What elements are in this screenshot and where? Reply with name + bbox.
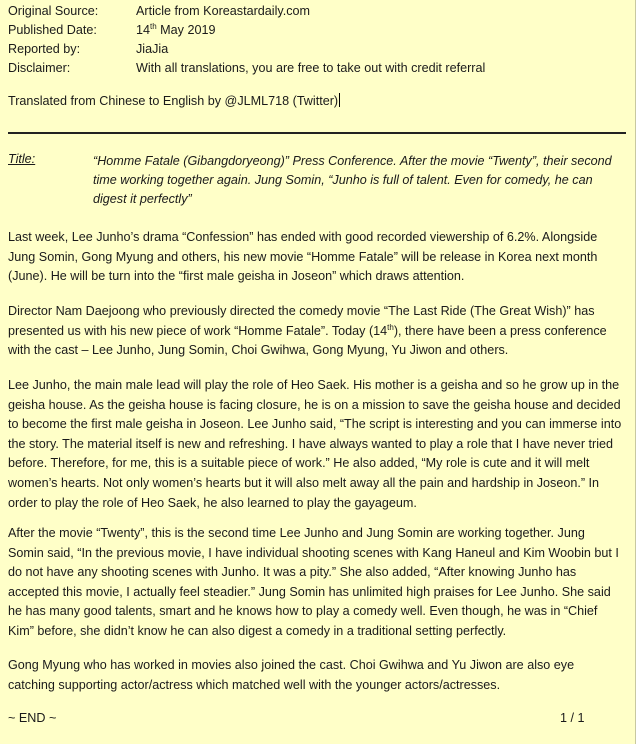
date-rest: May 2019 xyxy=(156,23,216,37)
meta-row-reporter xyxy=(8,40,485,59)
paragraph-1: Last week, Lee Junho’s drama “Confession” has ended with good recorded viewership of 6.2%. Alongside Jung Somin, Gong Myung and others, his new movie “Homme Fatale” will be release in Korea next month (June). He will be turn into the “first male geisha in Joseon” which draws attention. xyxy=(8,230,598,284)
page-number: 1 / 1 xyxy=(560,711,585,725)
metadata-block xyxy=(8,2,485,78)
meta-value-date xyxy=(136,21,216,40)
paragraph-2-start: Director Nam Daejoong who previously directed the comedy movie “The Last Ride (The Great Wish)” has presented us with his new piece of work “Homme Fatale”. Today (14 xyxy=(8,304,595,338)
paragraph-2 xyxy=(8,302,622,361)
meta-value: With all translations, you are free to take out with credit referral xyxy=(136,61,486,75)
title-block xyxy=(8,152,620,209)
paragraph-5: Gong Myung who has worked in movies also joined the cast. Choi Gwihwa and Yu Jiwon are also eye catching supporting actor/actress which matched well with the younger actors/actresses. xyxy=(8,658,575,692)
paragraph-2-suffix: th xyxy=(387,322,394,332)
meta-value: Article from Koreastardaily.com xyxy=(136,4,311,18)
paragraph-2-end: ), there have been a press conference with the cast – Lee Junho, Jung Somin, Choi Gwihwa, Gong Myung, Yu Jiwon and others. xyxy=(8,323,607,358)
meta-row-disclaimer xyxy=(8,59,485,78)
paragraph-3: Lee Junho, the main male lead will play the role of Heo Saek. His mother is a geisha and so he grow up in the geisha house. As the geisha house is facing closure, he is on a mission to save the geisha house and decided to become the first male geisha in Joseon. Lee Junho said, “The script is interesting and you can immerse into the story. The material itself is new and refreshing. I have always wanted to play a role that I have never tried before. Therefore, for me, this is a suitable piece of work.” He also added, “My role is cute and it will melt women’s hearts. Not only women’s hearts but it will also melt away all the pain and hardship in Joseon.” In order to play the role of Heo Saek, he also learned to play the gayageum. xyxy=(8,378,622,510)
date-day: 14 xyxy=(136,23,151,37)
translator-text: Translated from Chinese to English by @JLML718 (Twitter) xyxy=(8,94,339,108)
meta-label: Reported by: xyxy=(8,42,81,56)
text-cursor xyxy=(339,93,340,107)
horizontal-rule xyxy=(8,132,626,134)
paragraph-4: After the movie “Twenty”, this is the second time Lee Junho and Jung Somin are working together. Jung Somin said, “In the previous movie, I have individual shooting scenes with Kang Haneul and Kim Woobin but I do not have any shooting scenes with Junho. It was a pity.” She also added, “After knowing Junho has accepted this movie, I actually feel steadier.” Jung Somin has unlimited high praises for Lee Junho. She said he has many good talents, smart and he knows how to play a comedy well. Even though, he was in “Chief Kim” before, she didn’t know he can also digest a comedy in a traditional setting perfectly. xyxy=(8,526,619,638)
meta-value: JiaJia xyxy=(136,42,169,56)
title-label: Title: xyxy=(8,152,36,166)
meta-label: Disclaimer: xyxy=(8,61,71,75)
title-text: “Homme Fatale (Gibangdoryeong)” Press Conference. After the movie “Twenty”, their second time working together again. Jung Somin, “Junho is full of talent. Even for comedy, he can digest it perfectly” xyxy=(93,154,612,206)
translator-line[interactable] xyxy=(8,93,340,108)
meta-label: Published Date: xyxy=(8,23,97,37)
meta-label: Original Source: xyxy=(8,4,99,18)
date-suffix: th xyxy=(150,22,157,31)
meta-row-source xyxy=(8,2,485,21)
meta-row-date xyxy=(8,21,485,40)
end-marker: ~ END ~ xyxy=(8,711,57,725)
